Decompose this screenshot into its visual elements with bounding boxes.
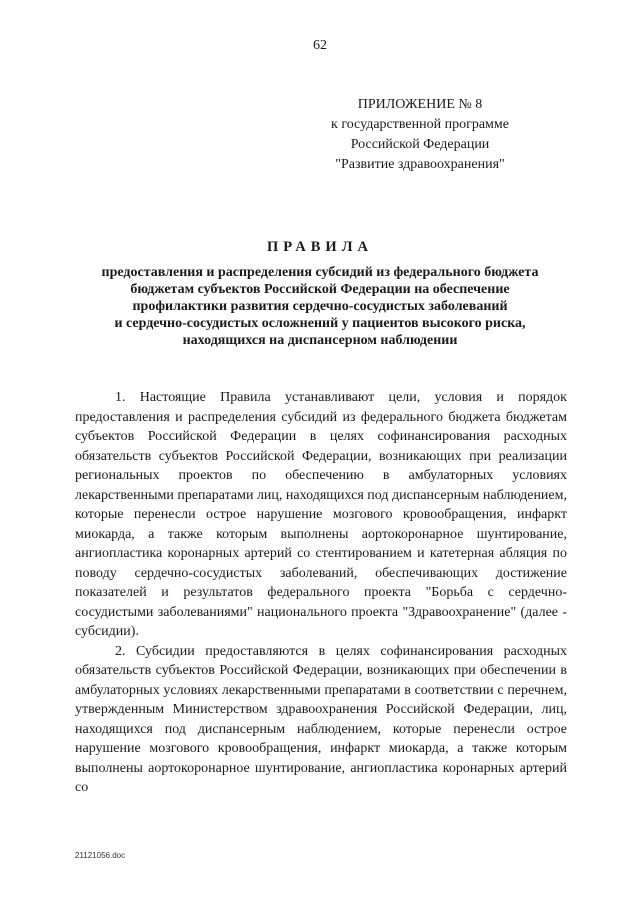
rules-subtitle xyxy=(70,264,570,349)
subtitle-line: бюджетам субъектов Российской Федерации на обеспечение xyxy=(130,282,510,297)
rules-title: ПРАВИЛА xyxy=(267,239,373,255)
subtitle-line: и сердечно-сосудистых осложнений у пациентов высокого риска, xyxy=(114,316,526,331)
subtitle-line: предоставления и распределения субсидий из федерального бюджета xyxy=(101,265,539,280)
page-number: 62 xyxy=(313,38,327,53)
paragraph-1: 1. Настоящие Правила устанавливают цели, условия и порядок предоставления и распределения субсидий из федерального бюджета бюджетам субъектов Российской Федерации в целях софинансирования расходных обязательств субъектов Российской Федерации, возникающих при реализации региональных проектов по обеспечению в амбулаторных условиях лекарственными препаратами лиц, находящихся под диспансерным наблюдением, которые перенесли острое нарушение мозгового кровообращения, инфаркт миокарда, а также которым выполнены аортокоронарное шунтирование, ангиопластика коронарных артерий со стентированием и катетерная абляция по поводу сердечно-сосудистых заболеваний, обеспечивающих достижение показателей и результатов федерального проекта "Борьба с сердечно-сосудистыми заболеваниями" национального проекта "Здравоохранение" (далее - субсидии). xyxy=(75,390,567,639)
appendix-title: ПРИЛОЖЕНИЕ № 8 xyxy=(357,97,483,112)
document-file-code: 21121056.doc xyxy=(75,851,126,860)
appendix-header xyxy=(300,95,540,175)
appendix-line: Российской Федерации xyxy=(350,137,490,152)
appendix-line: "Развитие здравоохранения" xyxy=(335,157,505,172)
paragraph-2: 2. Субсидии предоставляются в целях софинансирования расходных обязательств субъектов Российской Федерации, возникающих при обеспечении в амбулаторных условиях лекарственными препаратами в соответствии с перечнем, утвержденным Министерством здравоохранения Российской Федерации, лиц, находящихся под диспансерным наблюдением, которые перенесли острое нарушение мозгового кровообращения, инфаркт миокарда, а также которым выполнены аортокоронарное шунтирование, ангиопластика коронарных артерий со xyxy=(75,643,567,795)
subtitle-line: профилактики развития сердечно-сосудистых заболеваний xyxy=(132,299,508,314)
subtitle-line: находящихся на диспансерном наблюдении xyxy=(182,333,458,348)
appendix-line: к государственной программе xyxy=(331,117,509,132)
document-body xyxy=(75,388,567,798)
